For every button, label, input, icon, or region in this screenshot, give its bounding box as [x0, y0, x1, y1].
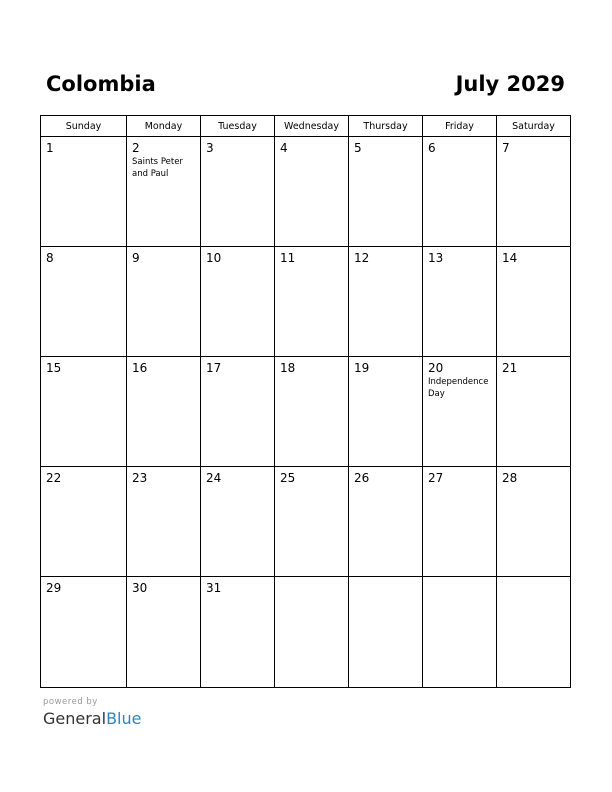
- day-cell: [349, 357, 423, 467]
- day-cell: [275, 467, 349, 577]
- day-number: 23: [132, 471, 148, 485]
- day-cell: [41, 247, 127, 357]
- day-cell: [275, 247, 349, 357]
- day-number: 9: [132, 251, 140, 265]
- calendar-grid: [40, 115, 571, 688]
- holiday-label: Independence Day: [428, 377, 489, 399]
- day-number: 10: [206, 251, 222, 265]
- day-number: 21: [502, 361, 518, 375]
- day-number: 12: [354, 251, 370, 265]
- day-number: 1: [46, 141, 54, 155]
- day-number: 26: [354, 471, 370, 485]
- day-number: 2: [132, 141, 140, 155]
- generalblue-logo[interactable]: [43, 709, 141, 729]
- day-cell: [127, 577, 201, 687]
- day-number: 7: [502, 141, 510, 155]
- day-cell: [41, 137, 127, 247]
- day-cell: [41, 467, 127, 577]
- day-cell: [41, 577, 127, 687]
- weekday-header-friday: Friday: [423, 116, 497, 137]
- day-number: 16: [132, 361, 148, 375]
- day-cell: [201, 247, 275, 357]
- day-cell: [201, 467, 275, 577]
- day-number: 13: [428, 251, 444, 265]
- day-number: 27: [428, 471, 444, 485]
- brand-name-general: General: [43, 709, 107, 728]
- day-number: 22: [46, 471, 62, 485]
- brand-name-blue: Blue: [106, 709, 142, 728]
- holiday-label: Saints Peter and Paul: [132, 157, 183, 179]
- day-cell: [41, 357, 127, 467]
- day-cell: [127, 357, 201, 467]
- day-cell: [423, 247, 497, 357]
- day-number: 11: [280, 251, 296, 265]
- day-number: 30: [132, 581, 148, 595]
- day-number: 20: [428, 361, 444, 375]
- weekday-header-thursday: Thursday: [349, 116, 423, 137]
- country-title: Colombia: [46, 72, 156, 96]
- weekday-header-tuesday: Tuesday: [201, 116, 275, 137]
- day-cell: [423, 577, 497, 687]
- day-number: 24: [206, 471, 222, 485]
- day-cell: [497, 467, 570, 577]
- day-cell: [201, 357, 275, 467]
- day-cell: [349, 467, 423, 577]
- day-cell: [349, 577, 423, 687]
- day-number: 28: [502, 471, 518, 485]
- weekday-header-saturday: Saturday: [497, 116, 570, 137]
- weekday-header-wednesday: Wednesday: [275, 116, 349, 137]
- day-cell: [201, 577, 275, 687]
- day-number: 8: [46, 251, 54, 265]
- day-cell: [349, 137, 423, 247]
- day-number: 6: [428, 141, 436, 155]
- day-number: 17: [206, 361, 222, 375]
- day-cell: [423, 137, 497, 247]
- day-number: 3: [206, 141, 214, 155]
- month-year-title: July 2029: [455, 72, 565, 96]
- weekday-header-sunday: Sunday: [41, 116, 127, 137]
- day-cell: [423, 357, 497, 467]
- day-number: 19: [354, 361, 370, 375]
- day-cell: [497, 577, 570, 687]
- day-cell: [497, 247, 570, 357]
- day-cell: [423, 467, 497, 577]
- day-cell: [497, 357, 570, 467]
- day-cell: [275, 357, 349, 467]
- day-number: 25: [280, 471, 296, 485]
- day-cell: [497, 137, 570, 247]
- day-cell: [275, 137, 349, 247]
- day-cell: [275, 577, 349, 687]
- day-number: 5: [354, 141, 362, 155]
- day-number: 31: [206, 581, 222, 595]
- day-cell: [127, 247, 201, 357]
- day-cell: [127, 467, 201, 577]
- day-number: 4: [280, 141, 288, 155]
- powered-by-label: powered by: [43, 697, 98, 707]
- day-number: 29: [46, 581, 62, 595]
- day-cell: [127, 137, 201, 247]
- day-number: 18: [280, 361, 296, 375]
- day-number: 15: [46, 361, 62, 375]
- day-cell: [349, 247, 423, 357]
- brand-footer[interactable]: [43, 697, 141, 729]
- day-number: 14: [502, 251, 518, 265]
- weekday-header-monday: Monday: [127, 116, 201, 137]
- day-cell: [201, 137, 275, 247]
